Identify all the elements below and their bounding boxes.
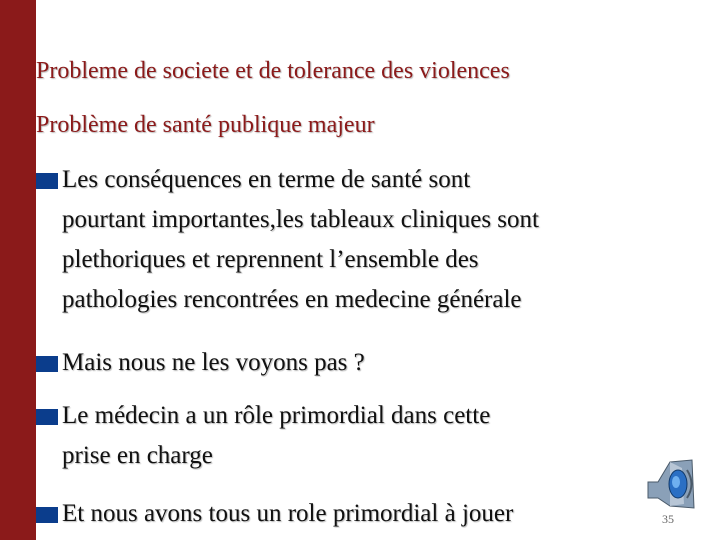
bullet-1-line-1: Les conséquences en terme de santé sont <box>62 166 471 193</box>
bullet-square-icon <box>36 356 58 372</box>
bullet-3-line-2: prise en charge <box>62 442 213 469</box>
slide-title-line-2: Problème de santé publique majeur <box>36 112 375 138</box>
bullet-square-icon <box>36 173 58 189</box>
slide-title-line-1: Probleme de societe et de tolerance des violences <box>36 58 510 84</box>
bullet-2-line-1: Mais nous ne les voyons pas ? <box>62 349 365 376</box>
bullet-item-3 <box>36 396 656 476</box>
bullet-3-line-1: Le médecin a un rôle primordial dans cette <box>62 402 491 429</box>
speaker-icon[interactable] <box>640 458 700 518</box>
bullet-item-2 <box>36 343 656 383</box>
left-accent-bar <box>0 0 36 540</box>
bullet-1-line-3: plethoriques et reprennent l’ensemble des <box>62 246 479 273</box>
bullet-1-line-4: pathologies rencontrées en medecine générale <box>62 286 522 313</box>
bullet-square-icon <box>36 409 58 425</box>
bullet-item-4 <box>36 494 656 534</box>
bullet-1-line-2: pourtant importantes,les tableaux cliniques sont <box>62 206 539 233</box>
page-number: 35 <box>662 512 674 526</box>
bullet-square-icon <box>36 507 58 523</box>
bullet-4-line-1: Et nous avons tous un role primordial à jouer <box>62 500 514 527</box>
bullet-item-1 <box>36 160 656 320</box>
